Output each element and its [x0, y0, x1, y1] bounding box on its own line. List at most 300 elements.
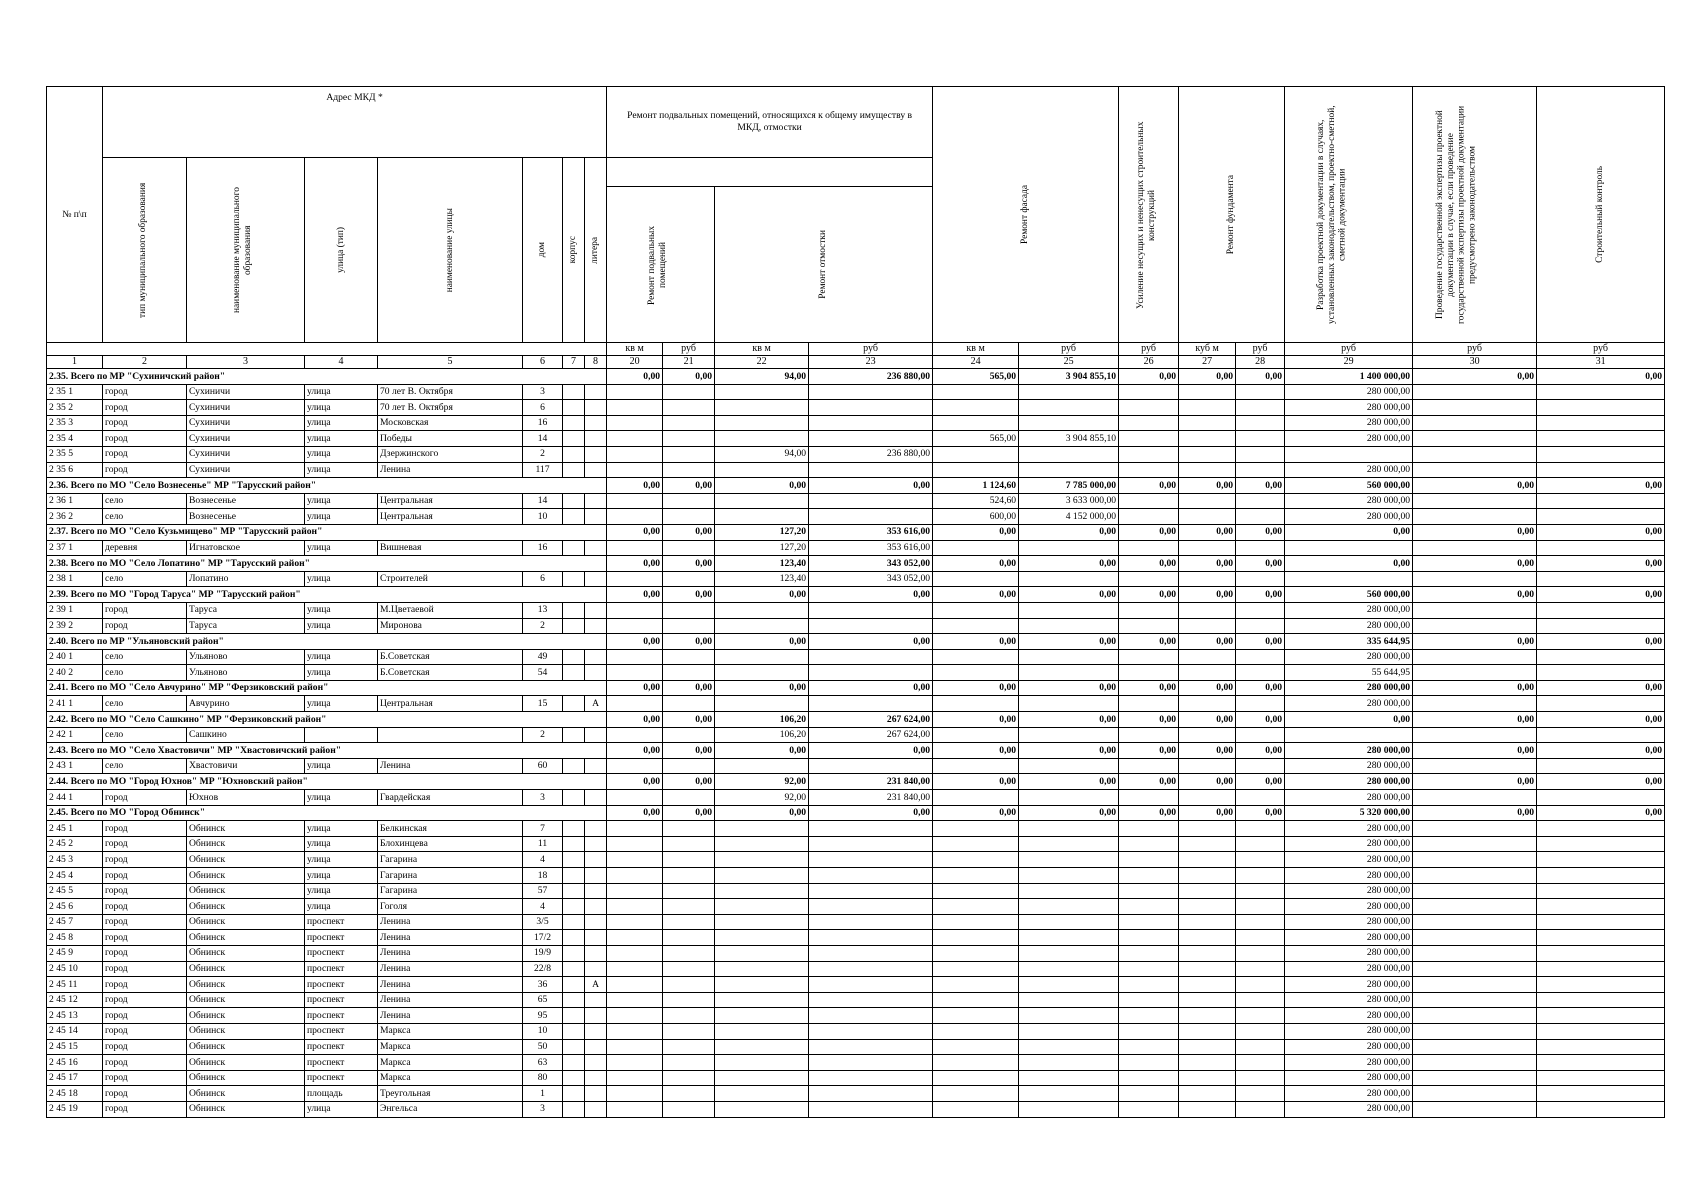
- facade-sqm-cell: [933, 384, 1019, 400]
- municipality-name: Сухиничи: [187, 384, 305, 400]
- litera: [585, 1008, 607, 1024]
- facade-rub-cell: 0,00: [1019, 634, 1119, 650]
- foundation-cbm-cell: [1179, 992, 1236, 1008]
- municipality-name: Юхнов: [187, 790, 305, 806]
- foundation-cbm-cell: [1179, 1086, 1236, 1102]
- basement-rub-cell: [663, 509, 715, 525]
- basement-rub-cell: 0,00: [663, 524, 715, 540]
- otmostka-rub-cell: 236 880,00: [809, 446, 933, 462]
- reinforce-rub-cell: [1119, 1023, 1179, 1039]
- facade-rub-cell: [1019, 930, 1119, 946]
- group-total-row: [47, 556, 1665, 572]
- design-rub-cell: 0,00: [1285, 556, 1413, 572]
- litera: [585, 821, 607, 837]
- municipality-name: Обнинск: [187, 945, 305, 961]
- street-type: улица: [305, 602, 378, 618]
- facade-rub-cell: [1019, 1055, 1119, 1071]
- otmostka-sqm-cell: [715, 1023, 809, 1039]
- table-row: [47, 930, 1665, 946]
- municipality-name: Таруса: [187, 618, 305, 634]
- otmostka-sqm-cell: 94,00: [715, 446, 809, 462]
- facade-sqm-cell: [933, 945, 1019, 961]
- korpus: [563, 727, 585, 743]
- control-rub-cell: [1537, 462, 1665, 478]
- table-row: [47, 618, 1665, 634]
- facade-rub-cell: [1019, 649, 1119, 665]
- col-house-header: дом: [523, 158, 563, 343]
- reinforce-rub-cell: [1119, 384, 1179, 400]
- foundation-rub-cell: [1236, 961, 1285, 977]
- basement-rub-cell: [663, 431, 715, 447]
- reinforce-rub-cell: [1119, 961, 1179, 977]
- expertise-rub-cell: [1413, 649, 1537, 665]
- otmostka-sqm-cell: [715, 415, 809, 431]
- expertise-rub-cell: [1413, 540, 1537, 556]
- street-type: улица: [305, 649, 378, 665]
- table-row: [47, 446, 1665, 462]
- expertise-rub-cell: [1413, 727, 1537, 743]
- otmostka-sqm-cell: [715, 431, 809, 447]
- row-number: 2 43 1: [47, 758, 103, 774]
- basement-rub-cell: [663, 977, 715, 993]
- design-rub-cell: 560 000,00: [1285, 478, 1413, 494]
- basement-rub-cell: 0,00: [663, 774, 715, 790]
- street-name: Гагарина: [378, 883, 523, 899]
- foundation-rub-cell: [1236, 852, 1285, 868]
- settlement-type: город: [103, 914, 187, 930]
- column-number: 2: [103, 356, 187, 369]
- korpus: [563, 868, 585, 884]
- municipality-name: Хвастовичи: [187, 758, 305, 774]
- basement-rub-cell: [663, 1055, 715, 1071]
- basement-rub-cell: [663, 945, 715, 961]
- reinforce-rub-cell: [1119, 930, 1179, 946]
- control-rub-cell: [1537, 977, 1665, 993]
- column-number: 30: [1413, 356, 1537, 369]
- street-name: Строителей: [378, 571, 523, 587]
- facade-rub-cell: 7 785 000,00: [1019, 478, 1119, 494]
- otmostka-sqm-cell: 0,00: [715, 805, 809, 821]
- facade-rub-cell: [1019, 1070, 1119, 1086]
- control-rub-cell: 0,00: [1537, 587, 1665, 603]
- basement-rub-cell: [663, 899, 715, 915]
- foundation-rub-cell: [1236, 446, 1285, 462]
- unit-cell: руб: [663, 343, 715, 356]
- settlement-type: село: [103, 649, 187, 665]
- unit-cell: руб: [1413, 343, 1537, 356]
- facade-rub-cell: [1019, 945, 1119, 961]
- municipality-name: Сухиничи: [187, 446, 305, 462]
- municipality-name: Обнинск: [187, 961, 305, 977]
- municipality-name: Обнинск: [187, 1055, 305, 1071]
- otmostka-sqm-cell: 0,00: [715, 680, 809, 696]
- expertise-rub-cell: [1413, 883, 1537, 899]
- reinforce-rub-cell: [1119, 992, 1179, 1008]
- korpus: [563, 571, 585, 587]
- basement-sqm-cell: [607, 1008, 663, 1024]
- foundation-rub-cell: [1236, 899, 1285, 915]
- expertise-rub-cell: [1413, 602, 1537, 618]
- basement-rub-cell: 0,00: [663, 587, 715, 603]
- house-number: 10: [523, 509, 563, 525]
- foundation-cbm-cell: 0,00: [1179, 587, 1236, 603]
- column-number: 31: [1537, 356, 1665, 369]
- otmostka-rub-cell: 0,00: [809, 805, 933, 821]
- facade-sqm-cell: 0,00: [933, 774, 1019, 790]
- street-type: улица: [305, 446, 378, 462]
- foundation-cbm-cell: [1179, 462, 1236, 478]
- street-type: улица: [305, 431, 378, 447]
- reinforce-rub-cell: [1119, 836, 1179, 852]
- settlement-type: город: [103, 899, 187, 915]
- reinforce-rub-cell: [1119, 852, 1179, 868]
- basement-sqm-cell: 0,00: [607, 743, 663, 759]
- basement-header: Ремонт подвальных помещений, относящихся к общему имуществу в МКД, отмостки: [607, 87, 933, 158]
- address-header: Адрес МКД *: [103, 87, 607, 158]
- settlement-type: город: [103, 415, 187, 431]
- korpus: [563, 1023, 585, 1039]
- foundation-cbm-cell: [1179, 509, 1236, 525]
- reinforce-rub-cell: 0,00: [1119, 556, 1179, 572]
- design-rub-cell: 280 000,00: [1285, 400, 1413, 416]
- table-row: [47, 727, 1665, 743]
- otmostka-rub-cell: [809, 899, 933, 915]
- reinforce-rub-cell: [1119, 618, 1179, 634]
- expertise-rub-cell: [1413, 400, 1537, 416]
- otmostka-sqm-cell: [715, 836, 809, 852]
- basement-rub-cell: [663, 790, 715, 806]
- foundation-rub-cell: [1236, 992, 1285, 1008]
- basement-sqm-cell: [607, 493, 663, 509]
- street-type: улица: [305, 899, 378, 915]
- basement-rub-cell: [663, 384, 715, 400]
- foundation-cbm-cell: [1179, 400, 1236, 416]
- street-type: улица: [305, 1101, 378, 1117]
- basement-rub-cell: [663, 400, 715, 416]
- foundation-rub-cell: [1236, 790, 1285, 806]
- settlement-type: село: [103, 571, 187, 587]
- basement-sqm-cell: [607, 540, 663, 556]
- table-row: [47, 914, 1665, 930]
- row-number: 2 37 1: [47, 540, 103, 556]
- foundation-cbm-cell: 0,00: [1179, 774, 1236, 790]
- litera: [585, 992, 607, 1008]
- otmostka-rub-cell: [809, 400, 933, 416]
- facade-rub-cell: 0,00: [1019, 680, 1119, 696]
- basement-rub-cell: [663, 649, 715, 665]
- reinforce-rub-cell: [1119, 431, 1179, 447]
- row-number: 2 45 5: [47, 883, 103, 899]
- street-type: улица: [305, 618, 378, 634]
- municipality-name: Обнинск: [187, 1023, 305, 1039]
- row-number: 2 36 2: [47, 509, 103, 525]
- design-rub-cell: 280 000,00: [1285, 945, 1413, 961]
- house-number: 14: [523, 431, 563, 447]
- control-rub-cell: [1537, 992, 1665, 1008]
- control-rub-cell: [1537, 540, 1665, 556]
- facade-sqm-cell: 0,00: [933, 805, 1019, 821]
- street-name: Маркса: [378, 1055, 523, 1071]
- street-name: Гоголя: [378, 899, 523, 915]
- facade-rub-cell: [1019, 914, 1119, 930]
- unit-cell: кв м: [933, 343, 1019, 356]
- col-korpus-header: корпус: [563, 158, 585, 343]
- control-rub-cell: 0,00: [1537, 743, 1665, 759]
- otmostka-sqm-cell: 127,20: [715, 524, 809, 540]
- row-number: 2 45 18: [47, 1086, 103, 1102]
- expertise-rub-cell: [1413, 1070, 1537, 1086]
- korpus: [563, 602, 585, 618]
- otmostka-rub-cell: [809, 1039, 933, 1055]
- basement-rub-cell: 0,00: [663, 805, 715, 821]
- row-number: 2 38 1: [47, 571, 103, 587]
- table-row: [47, 696, 1665, 712]
- street-name: Ленина: [378, 914, 523, 930]
- street-type: площадь: [305, 1086, 378, 1102]
- design-rub-cell: 280 000,00: [1285, 602, 1413, 618]
- otmostka-rub-cell: [809, 384, 933, 400]
- street-name: Ленина: [378, 462, 523, 478]
- design-rub-cell: 280 000,00: [1285, 821, 1413, 837]
- otmostka-rub-cell: [809, 431, 933, 447]
- reinforce-rub-cell: [1119, 649, 1179, 665]
- otmostka-sqm-cell: [715, 665, 809, 681]
- reinforce-rub-cell: [1119, 914, 1179, 930]
- basement-rub-cell: [663, 571, 715, 587]
- group-total-row: [47, 712, 1665, 728]
- facade-sqm-cell: 565,00: [933, 369, 1019, 385]
- litera: [585, 649, 607, 665]
- table-row: [47, 883, 1665, 899]
- municipality-name: Ульяново: [187, 649, 305, 665]
- facade-sqm-cell: [933, 1039, 1019, 1055]
- street-name: 70 лет В. Октября: [378, 400, 523, 416]
- settlement-type: город: [103, 790, 187, 806]
- otmostka-rub-cell: [809, 509, 933, 525]
- otmostka-rub-cell: 0,00: [809, 743, 933, 759]
- design-rub-cell: 280 000,00: [1285, 649, 1413, 665]
- street-type: улица: [305, 493, 378, 509]
- facade-rub-cell: [1019, 1086, 1119, 1102]
- group-title: 2.37. Всего по МО "Село Кузьмищево" МР "Тарусский район": [47, 524, 607, 540]
- facade-rub-cell: 0,00: [1019, 743, 1119, 759]
- basement-rub-cell: [663, 852, 715, 868]
- foundation-cbm-cell: [1179, 384, 1236, 400]
- row-number: 2 35 6: [47, 462, 103, 478]
- foundation-cbm-cell: [1179, 1039, 1236, 1055]
- group-total-row: [47, 743, 1665, 759]
- settlement-type: город: [103, 930, 187, 946]
- expertise-rub-cell: [1413, 1086, 1537, 1102]
- design-rub-cell: 1 400 000,00: [1285, 369, 1413, 385]
- house-number: 11: [523, 836, 563, 852]
- litera: [585, 852, 607, 868]
- repair-program-table: [46, 86, 1665, 1118]
- settlement-type: город: [103, 1070, 187, 1086]
- korpus: [563, 930, 585, 946]
- street-type: улица: [305, 462, 378, 478]
- facade-rub-cell: [1019, 821, 1119, 837]
- house-number: 15: [523, 696, 563, 712]
- basement-rub-cell: [663, 758, 715, 774]
- design-rub-cell: 280 000,00: [1285, 1039, 1413, 1055]
- reinforce-rub-cell: 0,00: [1119, 587, 1179, 603]
- street-type: улица: [305, 836, 378, 852]
- expertise-rub-cell: 0,00: [1413, 634, 1537, 650]
- otmostka-sqm-cell: [715, 509, 809, 525]
- house-number: 60: [523, 758, 563, 774]
- street-name: Маркса: [378, 1070, 523, 1086]
- foundation-cbm-cell: 0,00: [1179, 743, 1236, 759]
- facade-sqm-cell: [933, 1008, 1019, 1024]
- municipality-name: Авчурино: [187, 696, 305, 712]
- house-number: 65: [523, 992, 563, 1008]
- otmostka-rub-cell: [809, 961, 933, 977]
- foundation-cbm-cell: [1179, 977, 1236, 993]
- municipality-name: Сухиничи: [187, 400, 305, 416]
- col-litera-header: литера: [585, 158, 607, 343]
- control-rub-cell: [1537, 914, 1665, 930]
- facade-rub-cell: [1019, 758, 1119, 774]
- table-row: [47, 945, 1665, 961]
- table-row: [47, 509, 1665, 525]
- row-number: 2 45 19: [47, 1101, 103, 1117]
- otmostka-rub-cell: [809, 1023, 933, 1039]
- facade-rub-cell: [1019, 462, 1119, 478]
- korpus: [563, 961, 585, 977]
- basement-rub-cell: [663, 415, 715, 431]
- facade-sqm-cell: [933, 992, 1019, 1008]
- street-name: Миронова: [378, 618, 523, 634]
- korpus: [563, 1008, 585, 1024]
- house-number: 4: [523, 899, 563, 915]
- design-rub-cell: [1285, 727, 1413, 743]
- design-rub-cell: [1285, 571, 1413, 587]
- facade-rub-cell: 3 904 855,10: [1019, 431, 1119, 447]
- basement-rub-cell: 0,00: [663, 680, 715, 696]
- control-rub-cell: [1537, 415, 1665, 431]
- design-rub-cell: 280 000,00: [1285, 1008, 1413, 1024]
- control-rub-cell: [1537, 790, 1665, 806]
- basement-sqm-cell: [607, 602, 663, 618]
- otmostka-rub-cell: [809, 649, 933, 665]
- foundation-cbm-cell: 0,00: [1179, 478, 1236, 494]
- facade-rub-cell: [1019, 571, 1119, 587]
- reinforce-rub-cell: [1119, 446, 1179, 462]
- street-type: улица: [305, 571, 378, 587]
- house-number: 17/2: [523, 930, 563, 946]
- basement-rooms-header: Ремонт подвальных помещений: [607, 187, 715, 343]
- otmostka-sqm-cell: [715, 1055, 809, 1071]
- table-row: [47, 540, 1665, 556]
- design-rub-cell: 55 644,95: [1285, 665, 1413, 681]
- basement-rub-cell: [663, 540, 715, 556]
- control-rub-cell: [1537, 509, 1665, 525]
- foundation-rub-cell: [1236, 649, 1285, 665]
- korpus: [563, 415, 585, 431]
- basement-rub-cell: [663, 930, 715, 946]
- group-total-row: [47, 634, 1665, 650]
- facade-rub-cell: 0,00: [1019, 805, 1119, 821]
- foundation-cbm-cell: 0,00: [1179, 712, 1236, 728]
- design-rub-cell: 5 320 000,00: [1285, 805, 1413, 821]
- otmostka-rub-cell: [809, 618, 933, 634]
- house-number: 54: [523, 665, 563, 681]
- settlement-type: село: [103, 727, 187, 743]
- foundation-cbm-cell: [1179, 945, 1236, 961]
- basement-sqm-cell: [607, 571, 663, 587]
- expertise-rub-cell: [1413, 852, 1537, 868]
- basement-sqm-cell: 0,00: [607, 712, 663, 728]
- otmostka-sqm-cell: [715, 852, 809, 868]
- basement-rub-cell: [663, 836, 715, 852]
- basement-rub-cell: 0,00: [663, 743, 715, 759]
- house-number: 3: [523, 790, 563, 806]
- otmostka-rub-cell: 267 624,00: [809, 712, 933, 728]
- litera: А: [585, 977, 607, 993]
- foundation-cbm-cell: [1179, 665, 1236, 681]
- basement-rub-cell: 0,00: [663, 369, 715, 385]
- design-rub-cell: 0,00: [1285, 712, 1413, 728]
- facade-rub-cell: [1019, 961, 1119, 977]
- design-rub-cell: [1285, 540, 1413, 556]
- reinforce-rub-cell: [1119, 540, 1179, 556]
- reinforce-rub-cell: 0,00: [1119, 712, 1179, 728]
- reinforce-rub-cell: [1119, 1039, 1179, 1055]
- facade-sqm-cell: [933, 821, 1019, 837]
- control-rub-cell: [1537, 493, 1665, 509]
- basement-rub-cell: [663, 602, 715, 618]
- street-type: проспект: [305, 1039, 378, 1055]
- litera: [585, 868, 607, 884]
- otmostka-rub-cell: 343 052,00: [809, 571, 933, 587]
- expertise-rub-cell: 0,00: [1413, 712, 1537, 728]
- expertise-rub-cell: 0,00: [1413, 680, 1537, 696]
- basement-sqm-cell: [607, 868, 663, 884]
- street-type: проспект: [305, 961, 378, 977]
- street-name: Центральная: [378, 509, 523, 525]
- street-name: Ленина: [378, 961, 523, 977]
- row-number: 2 44 1: [47, 790, 103, 806]
- otmostka-rub-cell: 236 880,00: [809, 369, 933, 385]
- street-name: 70 лет В. Октября: [378, 384, 523, 400]
- facade-sqm-cell: 565,00: [933, 431, 1019, 447]
- row-number: 2 45 9: [47, 945, 103, 961]
- settlement-type: город: [103, 1086, 187, 1102]
- row-number: 2 45 7: [47, 914, 103, 930]
- foundation-rub-cell: 0,00: [1236, 524, 1285, 540]
- table-row: [47, 790, 1665, 806]
- foundation-rub-cell: [1236, 571, 1285, 587]
- foundation-cbm-cell: [1179, 758, 1236, 774]
- basement-sqm-cell: 0,00: [607, 805, 663, 821]
- facade-sqm-cell: [933, 1101, 1019, 1117]
- basement-rub-cell: [663, 1070, 715, 1086]
- foundation-cbm-cell: [1179, 571, 1236, 587]
- control-rub-cell: [1537, 1008, 1665, 1024]
- municipality-name: Вознесенье: [187, 509, 305, 525]
- control-rub-cell: [1537, 836, 1665, 852]
- expertise-rub-cell: [1413, 930, 1537, 946]
- control-rub-cell: [1537, 384, 1665, 400]
- foundation-cbm-cell: [1179, 446, 1236, 462]
- otmostka-sqm-cell: 94,00: [715, 369, 809, 385]
- basement-sqm-cell: [607, 836, 663, 852]
- street-type: [305, 727, 378, 743]
- house-number: 6: [523, 400, 563, 416]
- control-rub-cell: [1537, 1086, 1665, 1102]
- otmostka-rub-cell: 267 624,00: [809, 727, 933, 743]
